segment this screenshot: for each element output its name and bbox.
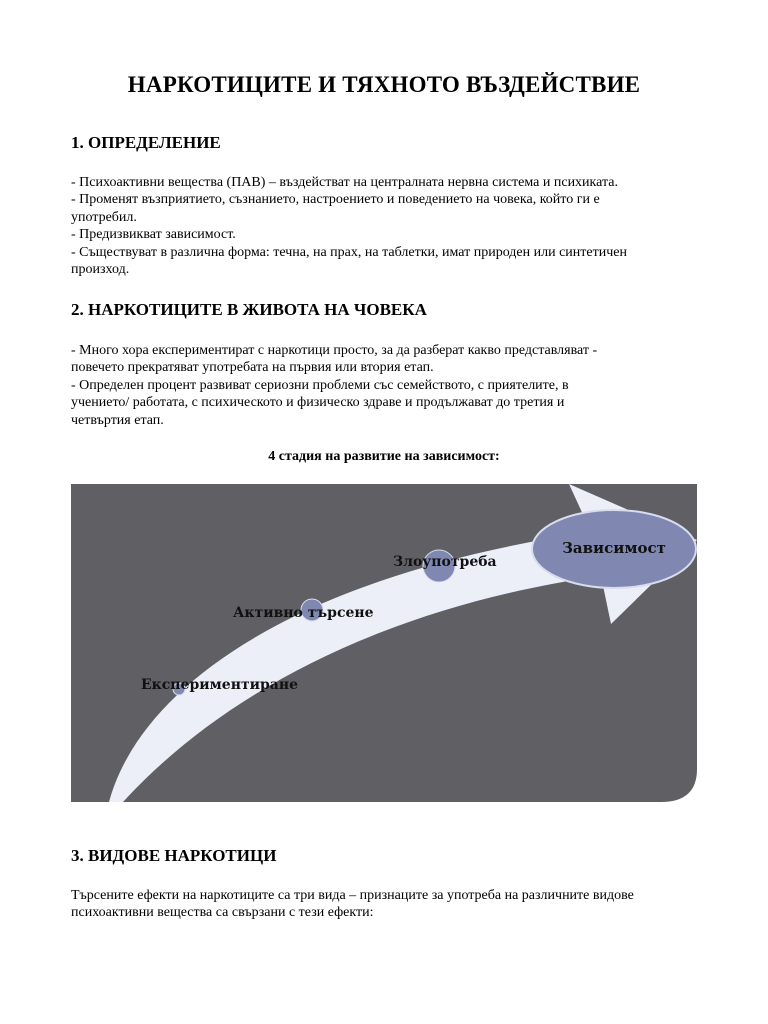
text-line: учението/ работата, с психическото и физическо здраве и продължават до третия и (71, 395, 565, 411)
text-line: - Съществуват в различна форма: течна, на прах, на таблетки, имат природен или синтетичен (71, 244, 627, 260)
section-heading-drug-types: 3. ВИДОВЕ НАРКОТИЦИ (71, 846, 277, 865)
text-line: произход. (71, 262, 130, 278)
stage-label-addiction: Зависимост (562, 539, 666, 557)
text-line: четвъртия етап. (71, 412, 164, 428)
section-drugs-in-life-text (71, 342, 701, 429)
text-line: употребил. (71, 209, 137, 225)
stage-label-active-search: Активно търсене (233, 605, 374, 621)
addiction-stages-diagram (71, 484, 697, 810)
text-line: психоактивни вещества са свързани с тези ефекти: (71, 905, 374, 921)
stage-label-experimenting: Експериментиране (141, 677, 299, 693)
section-heading-definition: 1. ОПРЕДЕЛЕНИЕ (71, 133, 221, 152)
stage-label-abuse: Злоупотреба (393, 554, 497, 570)
text-line: - Предизвикват зависимост. (71, 227, 236, 243)
section-definition-text (71, 174, 701, 278)
text-line: повечето прекратяват употребата на първия или втория етап. (71, 360, 434, 376)
section-drug-types-text (71, 887, 701, 922)
text-line: - Променят възприятието, съзнанието, настроението и поведението на човека, който ги е (71, 192, 600, 208)
page-title: НАРКОТИЦИТЕ И ТЯХНОТО ВЪЗДЕЙСТВИЕ (127, 72, 641, 97)
text-line: Търсените ефекти на наркотиците са три вида – признаците за употреба на различните видове (71, 888, 634, 903)
diagram-caption: 4 стадия на развитие на зависимост: (268, 449, 500, 464)
stages-diagram-svg (71, 484, 697, 810)
text-line: - Много хора експериментират с наркотици просто, за да разберат какво представляват - (71, 343, 598, 358)
section-heading-drugs-in-life: 2. НАРКОТИЦИТЕ В ЖИВОТА НА ЧОВЕКА (71, 300, 427, 319)
text-line: - Определен процент развиват сериозни проблеми със семейството, с приятелите, в (71, 377, 569, 393)
text-line: - Психоактивни вещества (ПАВ) – въздействат на централната нервна система и психиката. (71, 175, 618, 190)
